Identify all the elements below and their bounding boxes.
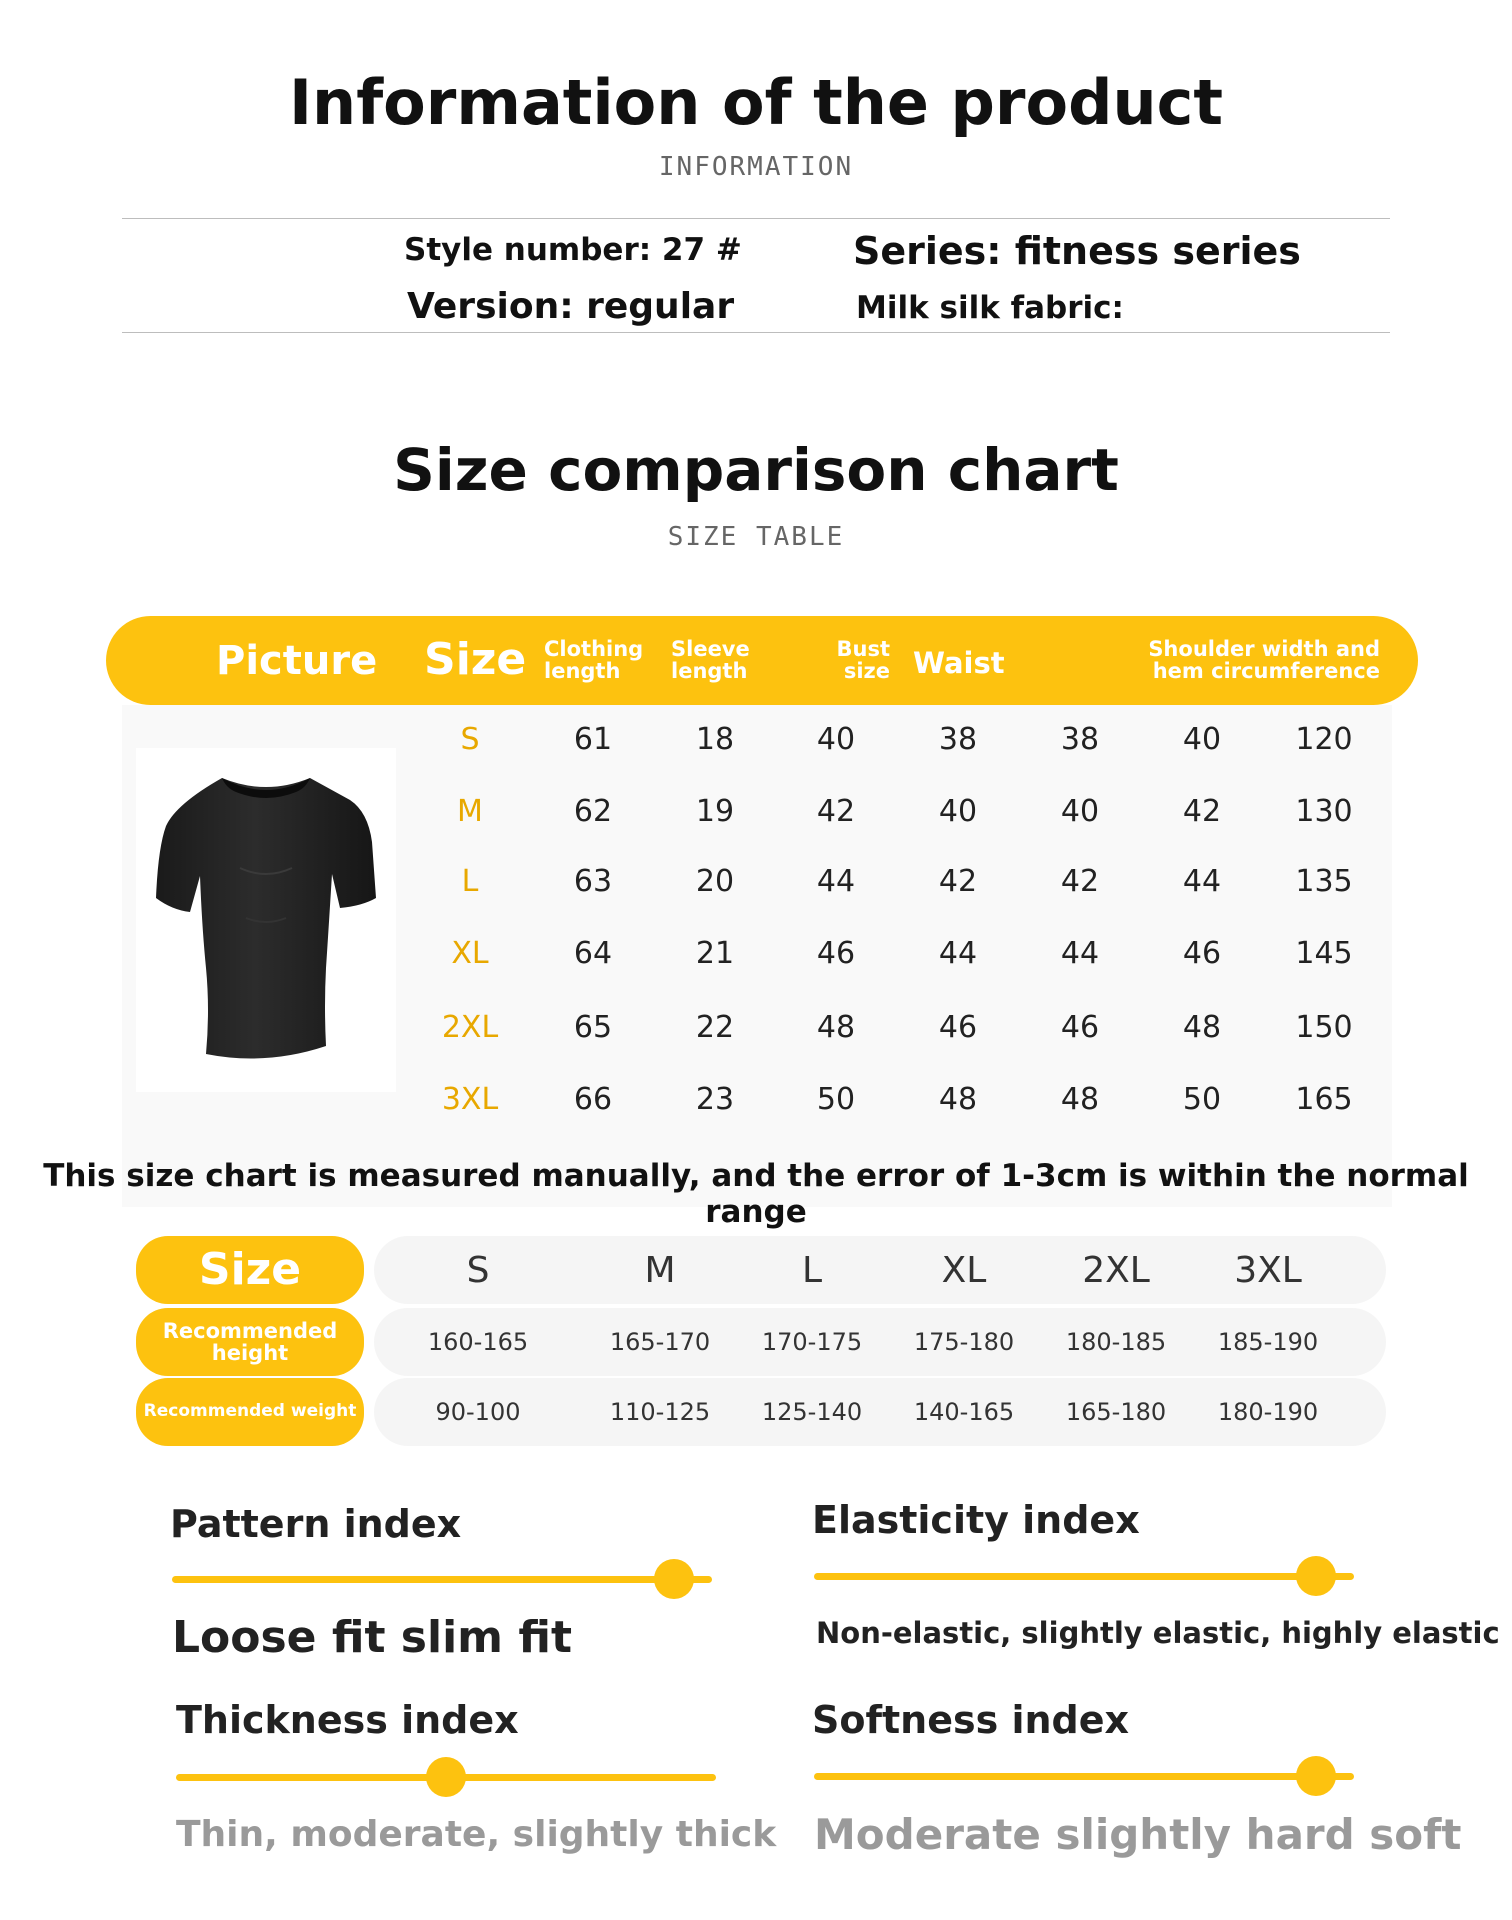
info-title: Information of the product bbox=[288, 66, 1224, 139]
measurement-cell: 50 bbox=[1182, 1082, 1222, 1117]
measurement-cell: 63 bbox=[573, 864, 613, 899]
thickness-index-knob bbox=[426, 1757, 466, 1797]
fabric: Milk silk fabric: bbox=[856, 290, 1124, 326]
recommend-size-value: S bbox=[466, 1250, 490, 1291]
header-shoulder-hem: Shoulder width and hem circumference bbox=[1148, 637, 1380, 684]
measurement-cell: 42 bbox=[816, 794, 856, 829]
measurement-note: This size chart is measured manually, and the error of 1-3cm is within the normal range bbox=[43, 1158, 1469, 1230]
measurement-cell: 40 bbox=[1060, 794, 1100, 829]
recommend-size-text: Size bbox=[198, 1243, 302, 1295]
measurement-cell: 46 bbox=[938, 1010, 978, 1045]
recommend-size-value: XL bbox=[941, 1250, 987, 1291]
measurement-cell: 22 bbox=[695, 1010, 735, 1045]
measurement-cell: 23 bbox=[695, 1082, 735, 1117]
header-size: Size bbox=[424, 634, 527, 685]
recommend-weight-value: 140-165 bbox=[913, 1398, 1015, 1426]
info-bottom-divider bbox=[122, 332, 1390, 333]
measurement-cell: 130 bbox=[1295, 794, 1353, 829]
size-cell: M bbox=[457, 794, 483, 829]
measurement-cell: 42 bbox=[1060, 864, 1100, 899]
recommend-height-value: 185-190 bbox=[1217, 1328, 1319, 1356]
header-clothing-length: Clothing length bbox=[544, 637, 644, 684]
measurement-cell: 20 bbox=[695, 864, 735, 899]
header-sleeve-length: Sleeve length bbox=[671, 637, 750, 684]
pattern-index-track bbox=[172, 1576, 712, 1583]
product-image bbox=[136, 748, 396, 1092]
recommend-size-value: 3XL bbox=[1234, 1250, 1302, 1291]
measurement-cell: 65 bbox=[573, 1010, 613, 1045]
recommend-size-value: L bbox=[801, 1250, 823, 1291]
softness-index-track bbox=[814, 1773, 1354, 1780]
pattern-index-title: Pattern index bbox=[170, 1502, 462, 1546]
size-cell: XL bbox=[451, 936, 489, 971]
measurement-cell: 48 bbox=[816, 1010, 856, 1045]
elasticity-index-knob bbox=[1296, 1556, 1336, 1596]
elasticity-index-track bbox=[814, 1573, 1354, 1580]
recommend-weight-label bbox=[136, 1378, 364, 1446]
measurement-cell: 42 bbox=[1182, 794, 1222, 829]
size-cell: 2XL bbox=[441, 1010, 499, 1045]
measurement-cell: 44 bbox=[1060, 936, 1100, 971]
size-cell: 3XL bbox=[441, 1082, 499, 1117]
measurement-cell: 46 bbox=[1182, 936, 1222, 971]
recommend-height-label bbox=[136, 1308, 364, 1376]
recommend-weight-value: 165-180 bbox=[1065, 1398, 1167, 1426]
info-top-divider bbox=[122, 218, 1390, 219]
recommend-height-value: 160-165 bbox=[427, 1328, 529, 1356]
pattern-index-desc: Loose fit slim fit bbox=[172, 1612, 572, 1663]
measurement-cell: 19 bbox=[695, 794, 735, 829]
measurement-cell: 38 bbox=[1060, 722, 1100, 757]
measurement-cell: 48 bbox=[938, 1082, 978, 1117]
header-picture: Picture bbox=[216, 638, 378, 684]
measurement-cell: 44 bbox=[938, 936, 978, 971]
size-cell: S bbox=[460, 722, 480, 757]
measurement-cell: 44 bbox=[1182, 864, 1222, 899]
recommend-weight-text: Recommended weight bbox=[143, 1401, 357, 1422]
measurement-cell: 150 bbox=[1295, 1010, 1353, 1045]
measurement-cell: 44 bbox=[816, 864, 856, 899]
softness-index-knob bbox=[1296, 1756, 1336, 1796]
recommend-weight-value: 110-125 bbox=[609, 1398, 711, 1426]
measurement-cell: 48 bbox=[1060, 1082, 1100, 1117]
thickness-index-desc: Thin, moderate, slightly thick bbox=[176, 1814, 777, 1855]
elasticity-index-title: Elasticity index bbox=[812, 1498, 1140, 1542]
size-chart-title: Size comparison chart bbox=[393, 436, 1119, 504]
measurement-cell: 66 bbox=[573, 1082, 613, 1117]
thickness-index-title: Thickness index bbox=[176, 1698, 519, 1742]
measurement-cell: 50 bbox=[816, 1082, 856, 1117]
recommend-weight-value: 180-190 bbox=[1217, 1398, 1319, 1426]
elasticity-index-desc: Non-elastic, slightly elastic, highly elastic bbox=[816, 1616, 1500, 1650]
pattern-index-knob bbox=[654, 1559, 694, 1599]
measurement-cell: 42 bbox=[938, 864, 978, 899]
size-cell: L bbox=[461, 864, 479, 899]
measurement-cell: 48 bbox=[1182, 1010, 1222, 1045]
measurement-cell: 64 bbox=[573, 936, 613, 971]
series: Series: fitness series bbox=[853, 229, 1301, 273]
recommend-height-value: 180-185 bbox=[1065, 1328, 1167, 1356]
softness-index-desc: Moderate slightly hard soft bbox=[814, 1810, 1462, 1859]
recommend-size-label bbox=[136, 1236, 364, 1304]
recommend-weight-value: 125-140 bbox=[761, 1398, 863, 1426]
tshirt-icon bbox=[136, 748, 396, 1092]
measurement-cell: 40 bbox=[938, 794, 978, 829]
measurement-cell: 62 bbox=[573, 794, 613, 829]
header-waist: Waist bbox=[913, 646, 1005, 680]
measurement-cell: 46 bbox=[816, 936, 856, 971]
measurement-cell: 21 bbox=[695, 936, 735, 971]
measurement-cell: 40 bbox=[1182, 722, 1222, 757]
recommend-size-value: M bbox=[644, 1250, 676, 1291]
softness-index-title: Softness index bbox=[812, 1698, 1130, 1742]
measurement-cell: 40 bbox=[816, 722, 856, 757]
info-subtitle: INFORMATION bbox=[658, 152, 854, 182]
style-number: Style number: 27 # bbox=[404, 232, 742, 268]
measurement-cell: 18 bbox=[695, 722, 735, 757]
version: Version: regular bbox=[407, 286, 735, 327]
measurement-cell: 145 bbox=[1295, 936, 1353, 971]
measurement-cell: 165 bbox=[1295, 1082, 1353, 1117]
measurement-cell: 38 bbox=[938, 722, 978, 757]
size-chart-subtitle: SIZE TABLE bbox=[667, 522, 845, 552]
measurement-cell: 46 bbox=[1060, 1010, 1100, 1045]
header-bust-size: Bust size bbox=[836, 637, 890, 684]
recommend-height-value: 170-175 bbox=[761, 1328, 863, 1356]
measurement-cell: 135 bbox=[1295, 864, 1353, 899]
recommend-height-text: Recommended height bbox=[162, 1318, 338, 1365]
recommend-height-value: 165-170 bbox=[609, 1328, 711, 1356]
measurement-cell: 61 bbox=[573, 722, 613, 757]
recommend-size-value: 2XL bbox=[1082, 1250, 1150, 1291]
recommend-height-value: 175-180 bbox=[913, 1328, 1015, 1356]
measurement-cell: 120 bbox=[1295, 722, 1353, 757]
recommend-weight-value: 90-100 bbox=[435, 1398, 521, 1426]
